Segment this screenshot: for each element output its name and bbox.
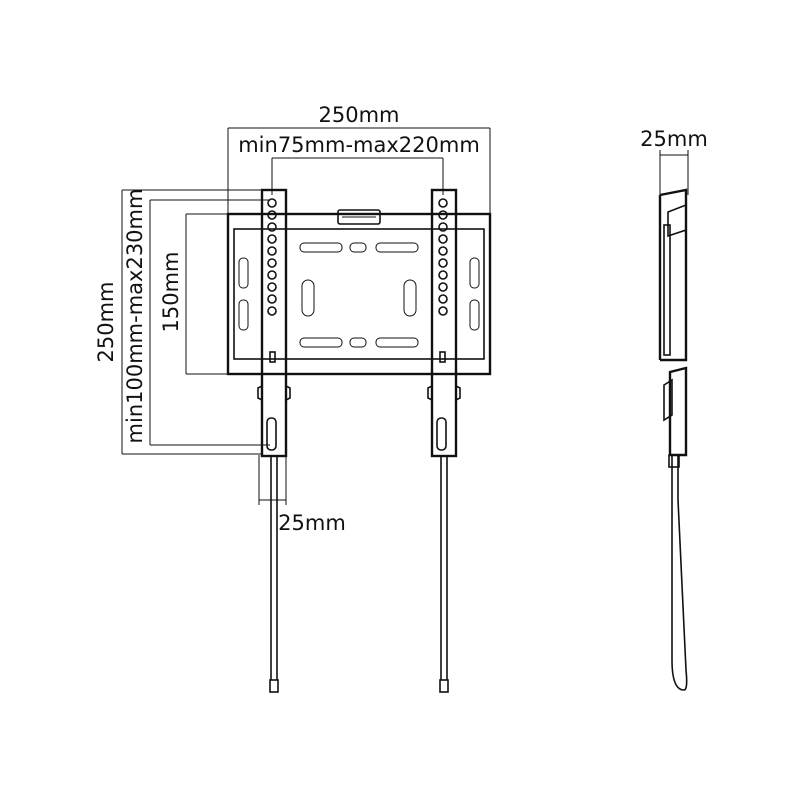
- right-mounting-arm: [428, 190, 460, 692]
- right-arm-holes: [439, 199, 447, 315]
- wall-plate: [228, 210, 490, 374]
- right-arm-hook: [428, 386, 432, 400]
- plate-slot: [470, 300, 479, 330]
- right-arm-hook: [456, 386, 460, 400]
- plate-slot: [239, 258, 248, 288]
- profile-arm: [664, 225, 670, 355]
- arm-hole: [439, 259, 447, 267]
- vesa-vertical-label: min100mm-max230mm: [123, 188, 147, 444]
- right-arm-clip: [440, 352, 445, 362]
- right-cord-end: [440, 680, 448, 692]
- arm-hole: [439, 235, 447, 243]
- arm-hole: [268, 259, 276, 267]
- dimension-lines: [122, 128, 688, 515]
- plate-slot: [300, 243, 342, 252]
- left-arm-hook: [286, 386, 290, 400]
- plate-slot: [376, 338, 418, 347]
- arm-hole: [268, 283, 276, 291]
- arm-hole: [439, 271, 447, 279]
- plate-height-label: 150mm: [159, 251, 183, 333]
- plate-slot: [470, 258, 479, 288]
- vesa-horizontal-label: min75mm-max220mm: [238, 133, 480, 157]
- arm-hole: [268, 235, 276, 243]
- arm-hole: [439, 307, 447, 315]
- arm-hole: [268, 307, 276, 315]
- overall-width-label: 250mm: [318, 103, 400, 127]
- plate-slot: [350, 243, 366, 252]
- plate-slot: [404, 280, 416, 316]
- wall-plate-outline: [228, 214, 490, 374]
- arm-width-label: 25mm: [278, 511, 346, 535]
- arm-hole: [439, 295, 447, 303]
- left-cord-end: [270, 680, 278, 692]
- arm-hole: [268, 247, 276, 255]
- plate-slot: [350, 338, 366, 347]
- profile-depth-label: 25mm: [640, 127, 708, 151]
- plate-slot: [300, 338, 342, 347]
- side-profile-view: [660, 190, 687, 690]
- left-arm-clip: [270, 352, 275, 362]
- right-arm-body: [432, 190, 456, 456]
- profile-safety-cord: [672, 455, 687, 690]
- plate-slot: [302, 280, 314, 316]
- arm-hole: [268, 271, 276, 279]
- arm-hole: [268, 199, 276, 207]
- arm-hole: [439, 199, 447, 207]
- right-arm-lower-slot: [437, 418, 446, 450]
- left-mounting-arm: [258, 190, 290, 692]
- arm-hole: [439, 283, 447, 291]
- left-arm-hook: [258, 386, 262, 400]
- arm-hole: [268, 295, 276, 303]
- overall-height-label: 250mm: [94, 281, 118, 363]
- arm-hole: [439, 247, 447, 255]
- plate-slot: [376, 243, 418, 252]
- left-arm-holes: [268, 199, 276, 315]
- plate-slot: [239, 300, 248, 330]
